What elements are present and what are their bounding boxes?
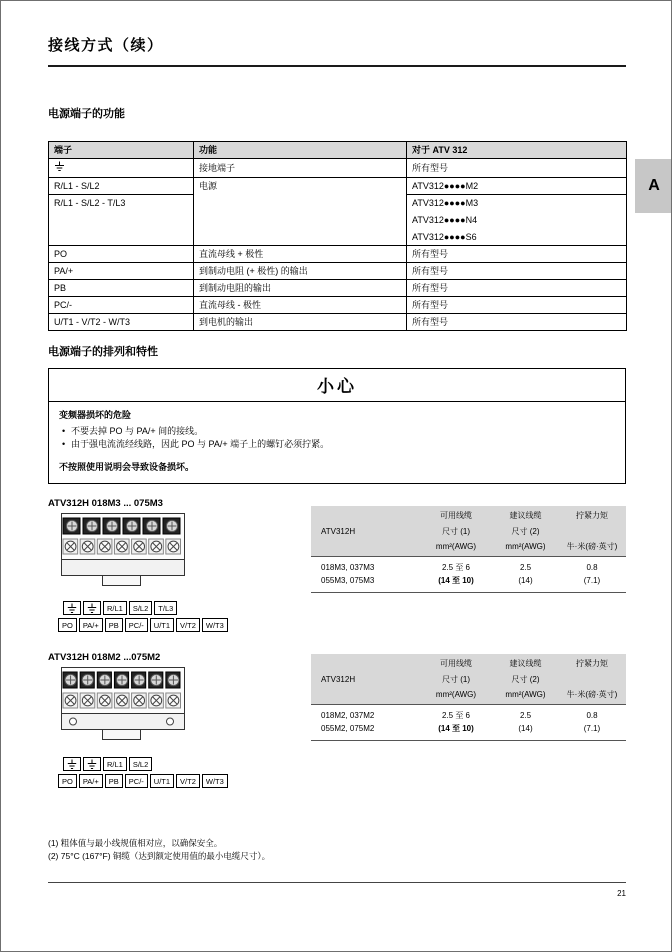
cable-header-model: ATV312H (321, 526, 356, 536)
caution-body (49, 402, 625, 483)
terminal-cell: PO (49, 246, 194, 263)
terminal-label: PC/- (125, 618, 148, 632)
cable-torque-value: 0.8 (7.1) (583, 563, 601, 585)
function-cell: 到电机的输出 (194, 314, 407, 331)
cable-spec-table-m3 (311, 506, 626, 593)
terminal-cell-ground (49, 159, 194, 178)
caution-footer: 不按照使用说明会导致设备损坏。 (59, 462, 195, 472)
models-cell: 所有型号 (407, 297, 627, 314)
models-cell: 所有型号 (407, 263, 627, 280)
caution-title: 小心 (49, 369, 625, 402)
caution-box (48, 368, 626, 484)
cable-header-model: ATV312H (321, 674, 356, 684)
ground-icon (54, 161, 65, 172)
terminal-labels-m3-row2 (58, 618, 230, 632)
heading-terminal-functions: 电源端子的功能 (48, 108, 125, 120)
footnote-2: (2) 75°C (167°F) 铜缆（达到额定使用值的最小电缆尺寸）。 (48, 851, 271, 861)
function-cell: 直流母线 + 极性 (194, 246, 407, 263)
cable-header-torque: 拧紧力矩 牛·米(磅·英寸) (566, 511, 618, 551)
table-row-ground (49, 159, 627, 178)
terminal-label: W/T3 (202, 618, 228, 632)
table-row (49, 314, 627, 331)
table-row-supply-1 (49, 178, 627, 195)
model-line: ATV312●●●●M3 (412, 198, 479, 208)
terminal-label: U/T1 (150, 618, 174, 632)
table-header-row (49, 142, 627, 159)
ground-terminal-label (63, 757, 81, 771)
cable-table-body (311, 705, 626, 741)
terminal-label: T/L3 (154, 601, 177, 615)
cable-recommended-value: 2.5 (14) (518, 711, 533, 733)
cable-spec-table-m2 (311, 654, 626, 741)
footnote-1: (1) 粗体值与最小线规值相对应，以确保安全。 (48, 838, 223, 848)
terminal-cell: PC/- (49, 297, 194, 314)
cable-recommended-value: 2.5 (14) (518, 563, 533, 585)
terminal-labels-m3-row1 (63, 601, 179, 615)
ground-icon (67, 759, 77, 770)
cable-header-available: 可用线缆 尺寸 (1) mm²(AWG) (435, 511, 477, 551)
terminal-label: V/T2 (176, 618, 200, 632)
terminal-cell: R/L1 - S/L2 (49, 178, 194, 195)
function-cell: 接地端子 (194, 159, 407, 178)
col-header-models: 对于 ATV 312 (407, 142, 627, 159)
function-cell-supply: 电源 (194, 178, 407, 246)
models-cell: 所有型号 (407, 246, 627, 263)
terminal-label: PC/- (125, 774, 148, 788)
cable-torque-value: 0.8 (7.1) (583, 711, 601, 733)
function-cell: 到制动电阻 (+ 极性) 的输出 (194, 263, 407, 280)
terminal-label: R/L1 (103, 757, 127, 771)
ground-terminal-label (83, 757, 101, 771)
terminal-labels-m2-row2 (58, 774, 230, 788)
terminal-label: S/L2 (129, 601, 152, 615)
diagram-title-m3: ATV312H 018M3 ... 075M3 (48, 498, 163, 509)
ground-icon (87, 759, 97, 770)
col-header-function: 功能 (194, 142, 407, 159)
terminal-functions-table (48, 141, 627, 331)
table-row (49, 263, 627, 280)
function-cell: 直流母线 - 极性 (194, 297, 407, 314)
footnotes (48, 837, 270, 863)
terminal-block-drawing-m3 (58, 512, 188, 588)
terminal-label: PA/+ (79, 774, 103, 788)
page-title: 接线方式（续） (48, 37, 164, 54)
cable-available-value: 2.5 至 6 (14 至 10) (438, 711, 474, 733)
col-header-terminal: 端子 (49, 142, 194, 159)
terminal-cell: R/L1 - S/L2 - T/L3 (49, 195, 194, 246)
table-row (49, 246, 627, 263)
cable-available-value: 2.5 至 6 (14 至 10) (438, 563, 474, 585)
ground-terminal-label (63, 601, 81, 615)
cable-table-header (311, 654, 626, 705)
terminal-label: PA/+ (79, 618, 103, 632)
cable-table-body (311, 557, 626, 593)
cable-models: 018M2, 037M2 055M2, 075M2 (321, 711, 375, 733)
section-tab-a: A (635, 159, 672, 213)
cable-header-recommended: 建议线缆 尺寸 (2) mm²(AWG) (505, 659, 546, 699)
top-rule (48, 65, 626, 67)
terminal-cell: PB (49, 280, 194, 297)
terminal-label: PB (105, 618, 123, 632)
caution-hazard: 变频器损坏的危险 (59, 410, 132, 420)
models-cell: 所有型号 (407, 159, 627, 178)
ground-terminal-label (83, 601, 101, 615)
function-cell: 到制动电阻的输出 (194, 280, 407, 297)
page-number: 21 (617, 889, 626, 898)
caution-bullet: • 由于强电流流经线路，因此 PO 与 PA/+ 端子上的螺钉必须拧紧。 (59, 438, 615, 451)
caution-bullet: • 不要去掉 PO 与 PA/+ 间的接线。 (59, 425, 615, 438)
models-cell-multi (407, 195, 627, 246)
ground-icon (87, 603, 97, 614)
terminal-block-drawing-m2 (58, 666, 188, 742)
cable-header-torque: 拧紧力矩 牛·米(磅·英寸) (566, 659, 618, 699)
table-row (49, 280, 627, 297)
terminal-label: R/L1 (103, 601, 127, 615)
model-line: ATV312●●●●N4 (412, 215, 478, 225)
terminal-labels-m2-row1 (63, 757, 154, 771)
terminal-label: PO (58, 618, 77, 632)
model-line: ATV312●●●●S6 (412, 232, 477, 242)
models-cell: 所有型号 (407, 314, 627, 331)
terminal-label: V/T2 (176, 774, 200, 788)
heading-terminal-arrangement: 电源端子的排列和特性 (48, 346, 158, 358)
terminal-label: W/T3 (202, 774, 228, 788)
models-cell: 所有型号 (407, 280, 627, 297)
ground-icon (67, 603, 77, 614)
diagram-title-m2: ATV312H 018M2 ...075M2 (48, 652, 161, 663)
terminal-label: PB (105, 774, 123, 788)
cable-header-available: 可用线缆 尺寸 (1) mm²(AWG) (435, 659, 477, 699)
cable-models: 018M3, 037M3 055M3, 075M3 (321, 563, 375, 585)
terminal-label: PO (58, 774, 77, 788)
models-cell: ATV312●●●●M2 (407, 178, 627, 195)
terminal-label: U/T1 (150, 774, 174, 788)
terminal-cell: U/T1 - V/T2 - W/T3 (49, 314, 194, 331)
bottom-rule (48, 882, 626, 883)
table-row (49, 297, 627, 314)
cable-header-recommended: 建议线缆 尺寸 (2) mm²(AWG) (505, 511, 546, 551)
terminal-label: S/L2 (129, 757, 152, 771)
cable-table-header (311, 506, 626, 557)
terminal-cell: PA/+ (49, 263, 194, 280)
